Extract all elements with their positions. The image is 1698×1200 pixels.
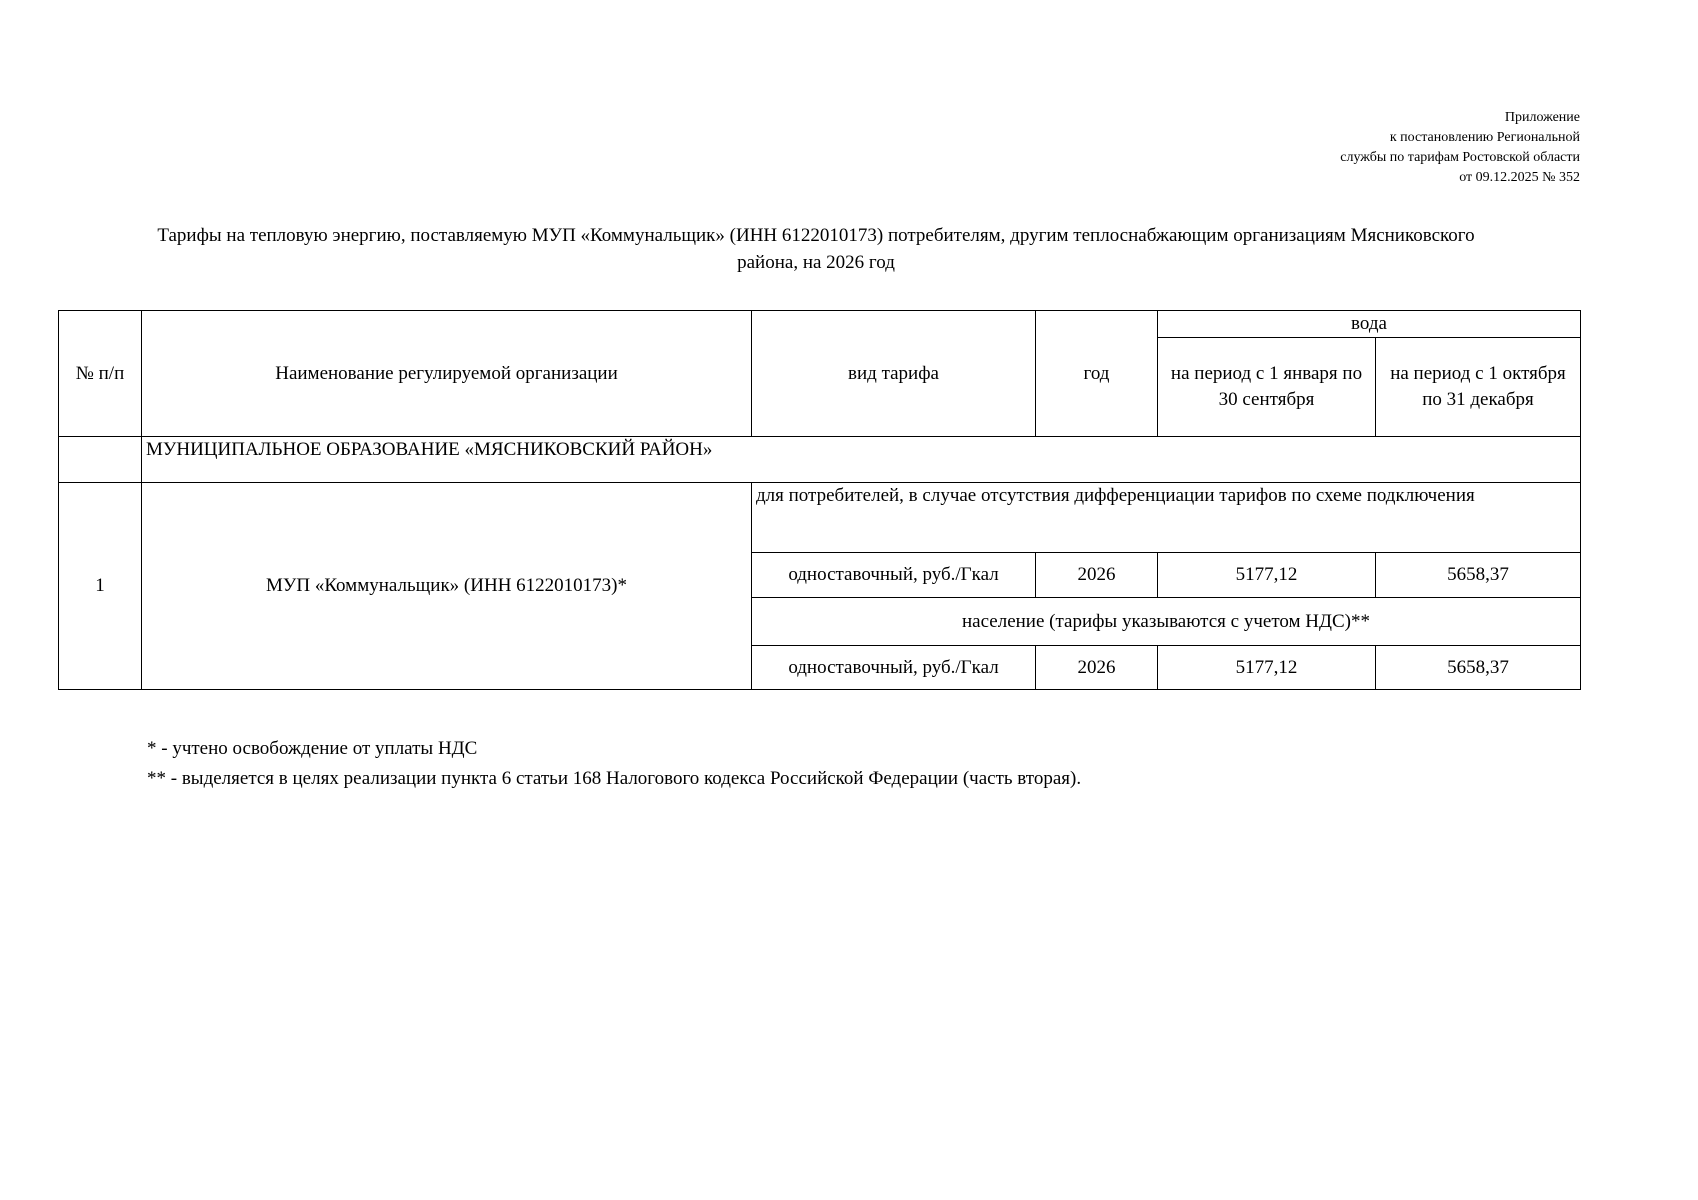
footnote-vat-exemption: * - учтено освобождение от уплаты НДС <box>147 738 478 759</box>
tariff-table <box>58 310 1581 690</box>
footnote-vat-allocation: ** - выделяется в целях реализации пункта 6 статьи 168 Налогового кодекса Российской Федерации (часть вторая). <box>147 768 1082 789</box>
header-cell-year: год <box>1036 311 1158 437</box>
row-num-cell: 1 <box>59 483 142 690</box>
table-row <box>59 483 1581 553</box>
year-cell: 2026 <box>1036 646 1158 690</box>
group-label-population: население (тарифы указываются с учетом НДС)** <box>752 598 1581 646</box>
footnotes <box>147 734 1081 794</box>
value-period-2-cell: 5658,37 <box>1376 553 1581 598</box>
tariff-type-cell: одноставочный, руб./Гкал <box>752 553 1036 598</box>
header-cell-water: вода <box>1158 311 1581 338</box>
document-title <box>56 222 1576 276</box>
header-cell-period-1: на период с 1 января по 30 сентября <box>1158 338 1376 437</box>
header-cell-period-2: на период с 1 октября по 31 декабря <box>1376 338 1581 437</box>
year-cell: 2026 <box>1036 553 1158 598</box>
document-title-line: района, на 2026 год <box>737 252 895 273</box>
appendix-date-line: от 09.12.2025 № 352 <box>1459 170 1580 185</box>
header-cell-org-name: Наименование регулируемой организации <box>142 311 752 437</box>
appendix-block <box>1340 108 1580 188</box>
row-org-cell: МУП «Коммунальщик» (ИНН 6122010173)* <box>142 483 752 690</box>
value-period-1-cell: 5177,12 <box>1158 646 1376 690</box>
municipality-name-cell: МУНИЦИПАЛЬНОЕ ОБРАЗОВАНИЕ «МЯСНИКОВСКИЙ РАЙОН» <box>142 437 1581 483</box>
appendix-line: Приложение <box>1504 110 1580 125</box>
tariff-type-cell: одноставочный, руб./Гкал <box>752 646 1036 690</box>
value-period-1-cell: 5177,12 <box>1158 553 1376 598</box>
document-title-line: Тарифы на тепловую энергию, поставляемую МУП «Коммунальщик» (ИНН 6122010173) потребителям, другим теплоснабжающим организациям Мясниковского <box>157 225 1475 246</box>
header-cell-tariff-type: вид тарифа <box>752 311 1036 437</box>
value-period-2-cell: 5658,37 <box>1376 646 1581 690</box>
municipality-row <box>59 437 1581 483</box>
appendix-line: к постановлению Региональной <box>1389 130 1580 145</box>
header-cell-num: № п/п <box>59 311 142 437</box>
appendix-line: службы по тарифам Ростовской области <box>1340 150 1580 165</box>
group-label-consumers: для потребителей, в случае отсутствия дифференциации тарифов по схеме подключения <box>752 483 1581 553</box>
table-header-row <box>59 311 1581 338</box>
municipality-num-cell <box>59 437 142 483</box>
